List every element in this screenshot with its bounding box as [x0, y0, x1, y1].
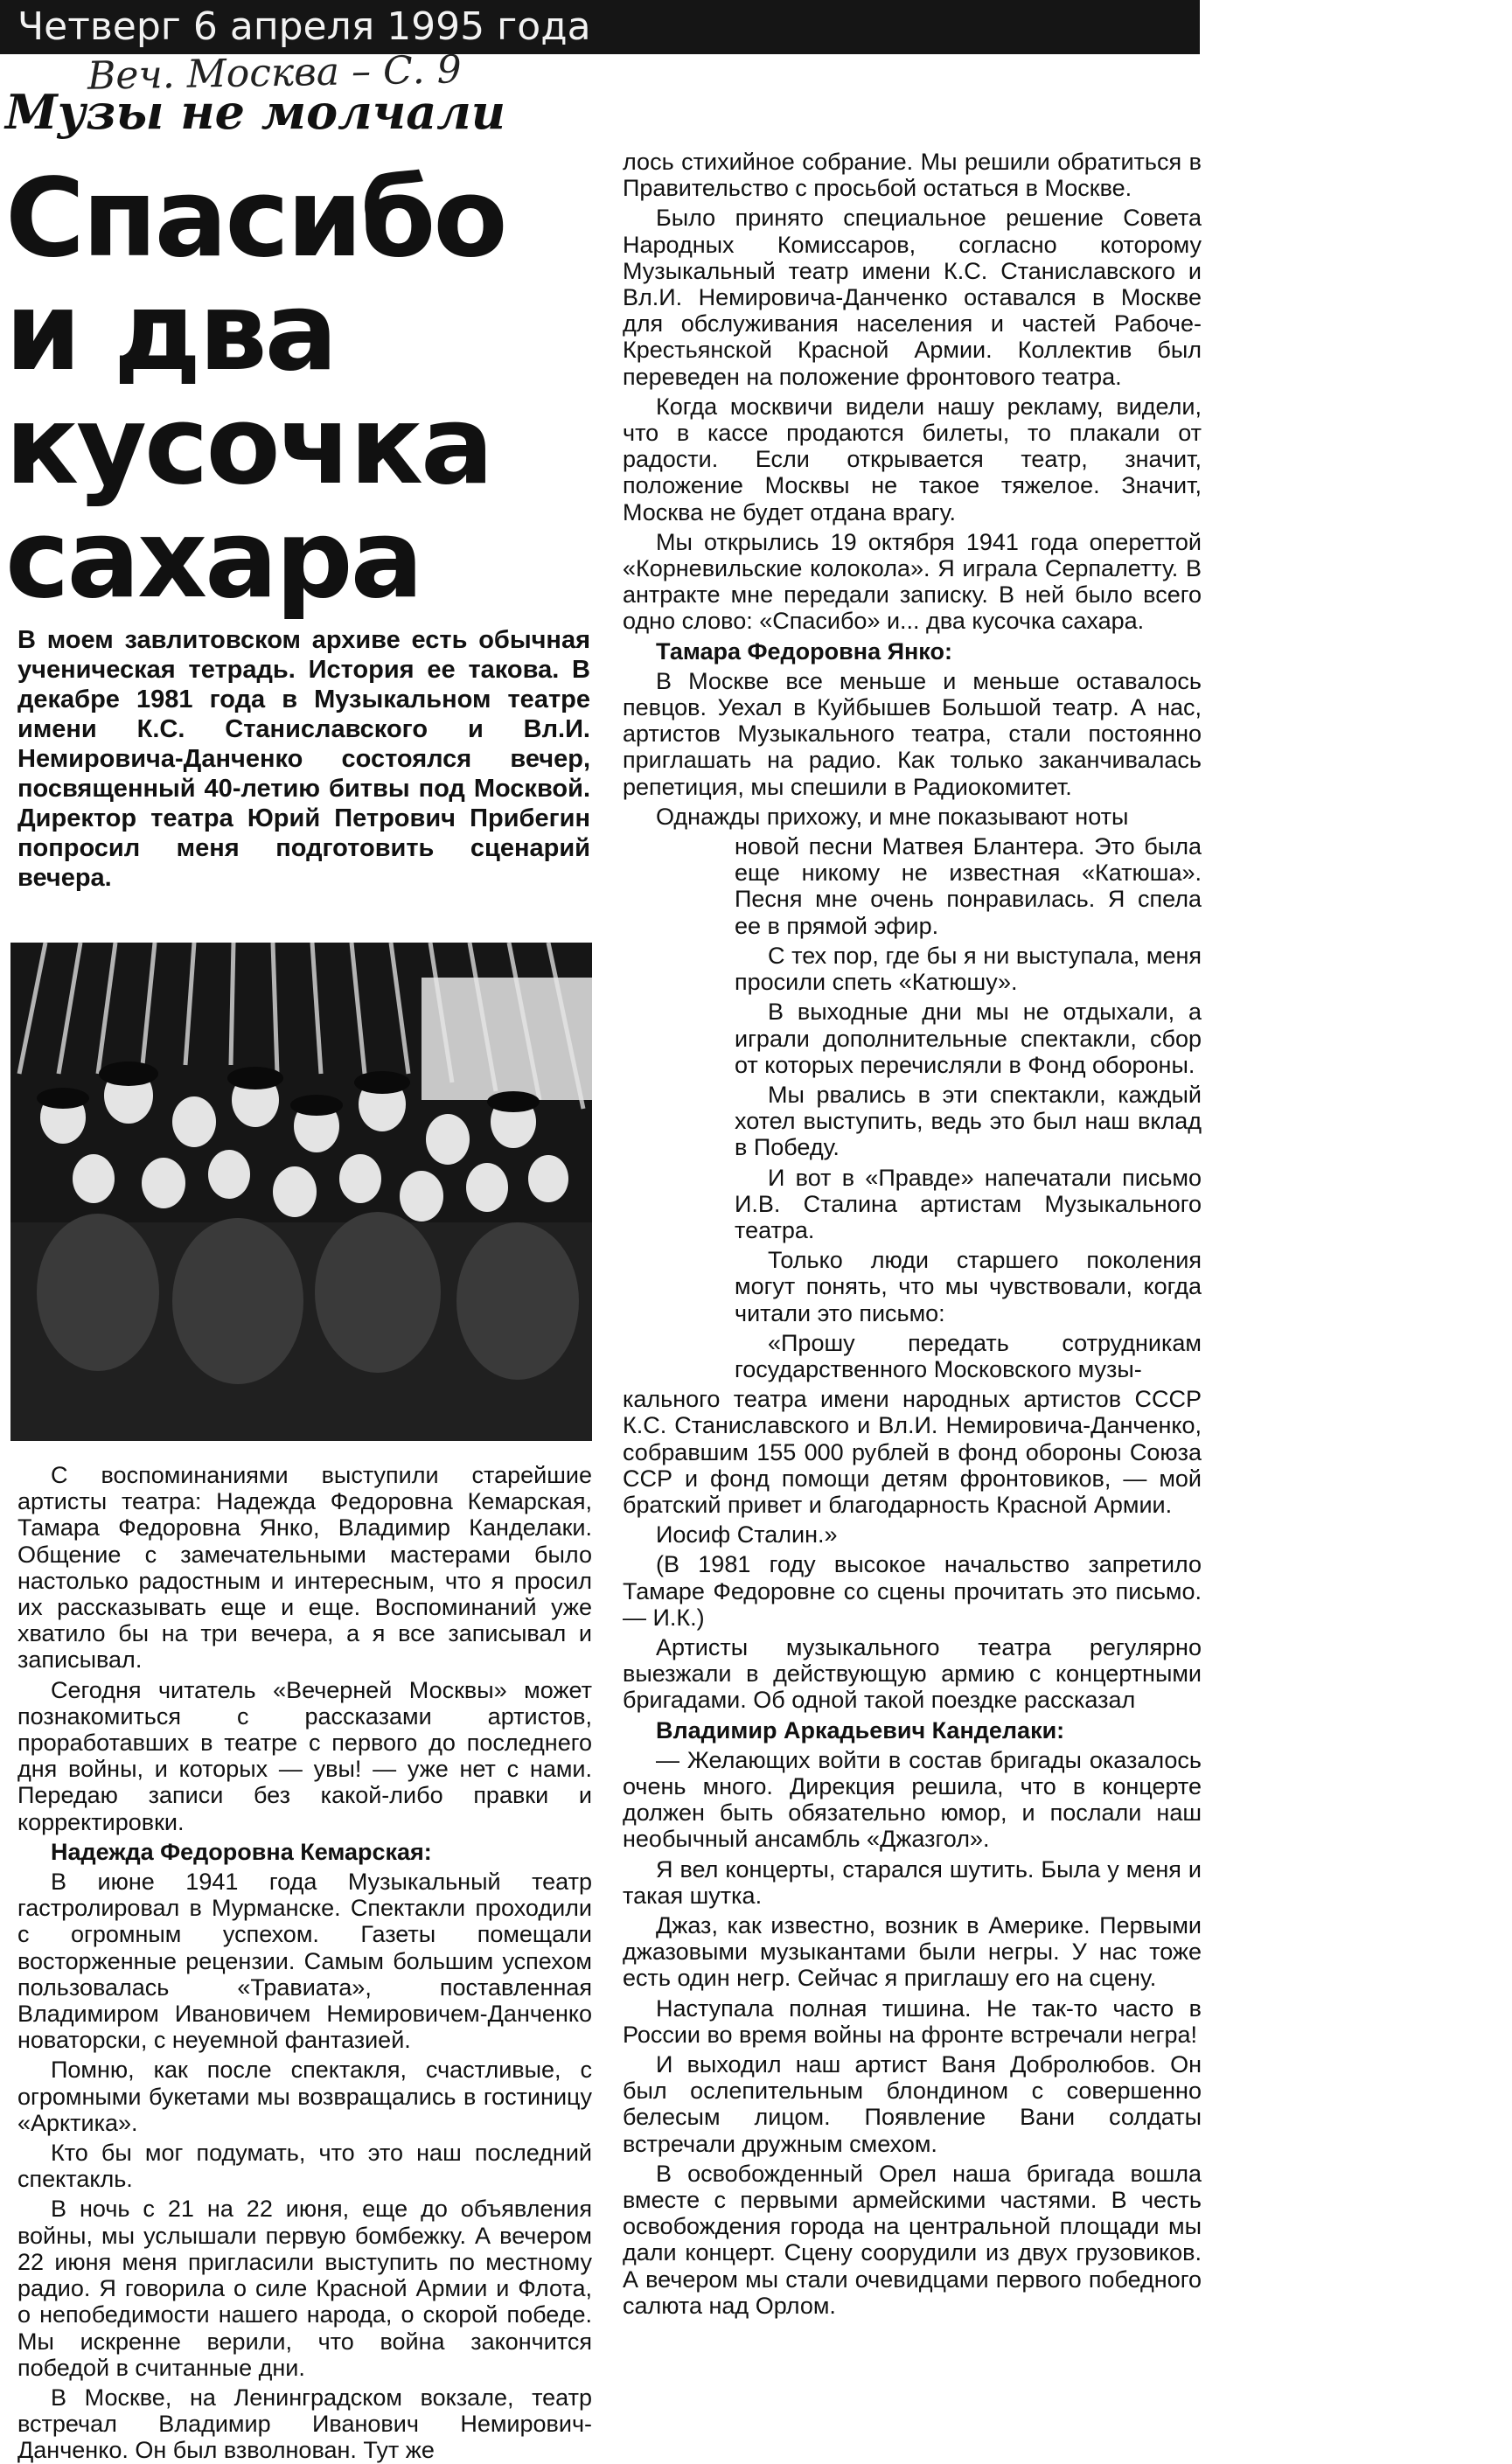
paragraph: С тех пор, где бы я ни выступала, меня просили спеть «Катюшу». [735, 942, 1202, 996]
headline-line-1: Спасибо [5, 156, 505, 282]
group-photo-image [10, 943, 592, 1441]
narrow-column-zone [623, 833, 1202, 1382]
paragraph: Наступала полная тишина. Не так-то часто в России во время войны на фронте встречали негра! [623, 1994, 1202, 2048]
handwritten-note: Веч. Москва – С. 9 [87, 47, 463, 99]
paragraph: Когда москвичи видели нашу рекламу, видели, что в кассе продаются билеты, то плакали от радости. Если открывается театр, значит, положение Москвы не такое тяжелое. Значит, Москва не будет отдана врагу. [623, 393, 1202, 526]
paragraph: Джаз, как известно, возник в Америке. Первыми джазовыми музыкантами были негры. У нас тоже есть один негр. Сейчас я приглашу его на сцену. [623, 1912, 1202, 1992]
article-left-column [17, 1462, 592, 2464]
paragraph: В Москве все меньше и меньше оставалось певцов. Уехал в Куйбышев Большой театр. А нас, артистов Музыкального театра, стали постоянно приглашать на радио. Как только заканчивалась репетиция, мы спешили в Радиокомитет. [623, 667, 1202, 800]
paragraph: Мы открылись 19 октября 1941 года опереттой «Корневильские колокола». Я играла Серпалетту. В антракте мне передали записку. В ней было всего одно слово: «Спасибо» и... два кусочка сахара. [623, 528, 1202, 635]
paragraph: И выходил наш артист Ваня Добролюбов. Он был ослепительным блондином с совершенно белесым лицом. Появление Вани солдаты встречали дружным смехом. [623, 2051, 1202, 2157]
paragraph: В Москве, на Ленинградском вокзале, театр встречал Владимир Иванович Немирович-Данченко. Он был взволнован. Тут же [17, 2384, 592, 2464]
article-right-column [623, 149, 1202, 2448]
speaker-name: Надежда Федоровна Кемарская: [51, 1838, 432, 1865]
paragraph: Сегодня читатель «Вечерней Москвы» может познакомиться с рассказами артистов, проработавших в театре с первого до последнего дня войны, и которых — увы! — уже нет с нами. Передаю записи без какой-либо правки и корректировки. [17, 1676, 592, 1835]
masthead-date: Четверг 6 апреля 1995 года [17, 4, 591, 49]
masthead-date-bar [0, 0, 1200, 54]
paragraph: Артисты музыкального театра регулярно выезжали в действующую армию с концертными бригадами. Об одной такой поездке рассказал [623, 1633, 1202, 1714]
section-rubric: Музы не молчали [5, 84, 506, 140]
paragraph: В освобожденный Орел наша бригада вошла вместе с первыми армейскими частями. В честь освобождения города на центральной площади мы дали концерт. Сцену соорудили из двух грузовиков. А вечером мы стали очевидцами первого победного салюта над Орлом. [623, 2160, 1202, 2319]
paragraph: (В 1981 году высокое начальство запретило Тамаре Федоровне со сцены прочитать это письмо. — И.К.) [623, 1551, 1202, 1631]
article-lead: В моем завлитовском архиве есть обычная ученическая тетрадь. История ее такова. В декабре 1981 года в Музыкальном театре имени К.С. Станиславского и Вл.И. Немировича-Данченко состоялся вечер, посвященный 40-летию битвы под Москвой. Директор театра Юрий Петрович Прибегин попросил меня подготовить сценарий вечера. [17, 626, 590, 892]
paragraph: Мы рвались в эти спектакли, каждый хотел выступить, ведь это был наш вклад в Победу. [735, 1081, 1202, 1161]
paragraph: лось стихийное собрание. Мы решили обратиться в Правительство с просьбой остаться в Москве. [623, 149, 1202, 202]
paragraph: Было принято специальное решение Совета Народных Комиссаров, согласно которому Музыкальный театр имени К.С. Станиславского и Вл.И. Немировича-Данченко оставался в Москве для обслуживания населения и частей Рабоче-Крестьянской Красной Армии. Коллектив был переведен на положение фронтового театра. [623, 205, 1202, 390]
paragraph: кального театра имени народных артистов СССР К.С. Станиславского и Вл.И. Немировича-Данченко, собравшим 155 000 рублей в фонд обороны Союза ССР и фонд помощи детям фронтовиков, — мой братский привет и благодарность Красной Армии. [623, 1386, 1202, 1518]
speaker-name: Тамара Федоровна Янко: [656, 637, 952, 665]
paragraph: С воспоминаниями выступили старейшие артисты театра: Надежда Федоровна Кемарская, Тамара Федоровна Янко, Владимир Канделаки. Общение с замечательными мастерами было настолько радостным и интересным, что я просил их рассказывать еще и еще. Воспоминаний уже хватило бы на три вечера, а я все записывал и записывал. [17, 1462, 592, 1674]
paragraph: В выходные дни мы не отдыхали, а играли дополнительные спектакли, сбор от которых перечисляли в Фонд обороны. [735, 999, 1202, 1078]
paragraph: Я вел концерты, старался шутить. Была у меня и такая шутка. [623, 1855, 1202, 1909]
paragraph: Помню, как после спектакля, счастливые, с огромными букетами мы возвращались в гостиницу «Арктика». [17, 2057, 592, 2136]
paragraph: Иосиф Сталин.» [656, 1521, 838, 1549]
headline-line-2: и два [5, 269, 336, 395]
paragraph: новой песни Матвея Блантера. Это была еще никому не известная «Катюша». Песня мне очень понравилась. Я спела ее в прямой эфир. [735, 833, 1202, 939]
paragraph: Только люди старшего поколения могут понять, что мы чувствовали, когда читали это письмо: [735, 1247, 1202, 1326]
paragraph: В ночь с 21 на 22 июня, еще до объявления войны, мы услышали первую бомбежку. А вечером 22 июня меня пригласили выступить по местному радио. Я говорила о силе Красной Армии и Флота, о непобедимости нашего народа, о скорой победе. Мы искренне верили, что война закончится победой в считанные дни. [17, 2196, 592, 2381]
article-headline [5, 156, 609, 623]
speaker-name: Владимир Аркадьевич Канделаки: [656, 1716, 1065, 1744]
paragraph: В июне 1941 года Музыкальный театр гастролировал в Мурманске. Спектакли проходили с огромным успехом. Газеты помещали восторженные рецензии. Самым большим успехом пользовалась «Травиата», поставленная Владимиром Ивановичем Немировичем-Данченко новаторски, с неуемной фантазией. [17, 1869, 592, 2054]
paragraph: И вот в «Правде» напечатали письмо И.В. Сталина артистам Музыкального театра. [735, 1164, 1202, 1243]
paragraph: Кто бы мог подумать, что это наш последний спектакль. [17, 2140, 592, 2193]
group-photo [10, 943, 592, 1441]
headline-line-3: кусочка [5, 383, 491, 509]
paragraph: Однажды прихожу, и мне показывают ноты [656, 803, 1129, 830]
paragraph: — Желающих войти в состав бригады оказалось очень много. Дирекция решила, что в концерте должен быть обязательно юмор, и послали наш необычный ансамбль «Джазгол». [623, 1746, 1202, 1853]
headline-line-4: сахара [5, 497, 422, 623]
paragraph: «Прошу передать сотрудникам государственного Московского музы- [735, 1329, 1202, 1382]
